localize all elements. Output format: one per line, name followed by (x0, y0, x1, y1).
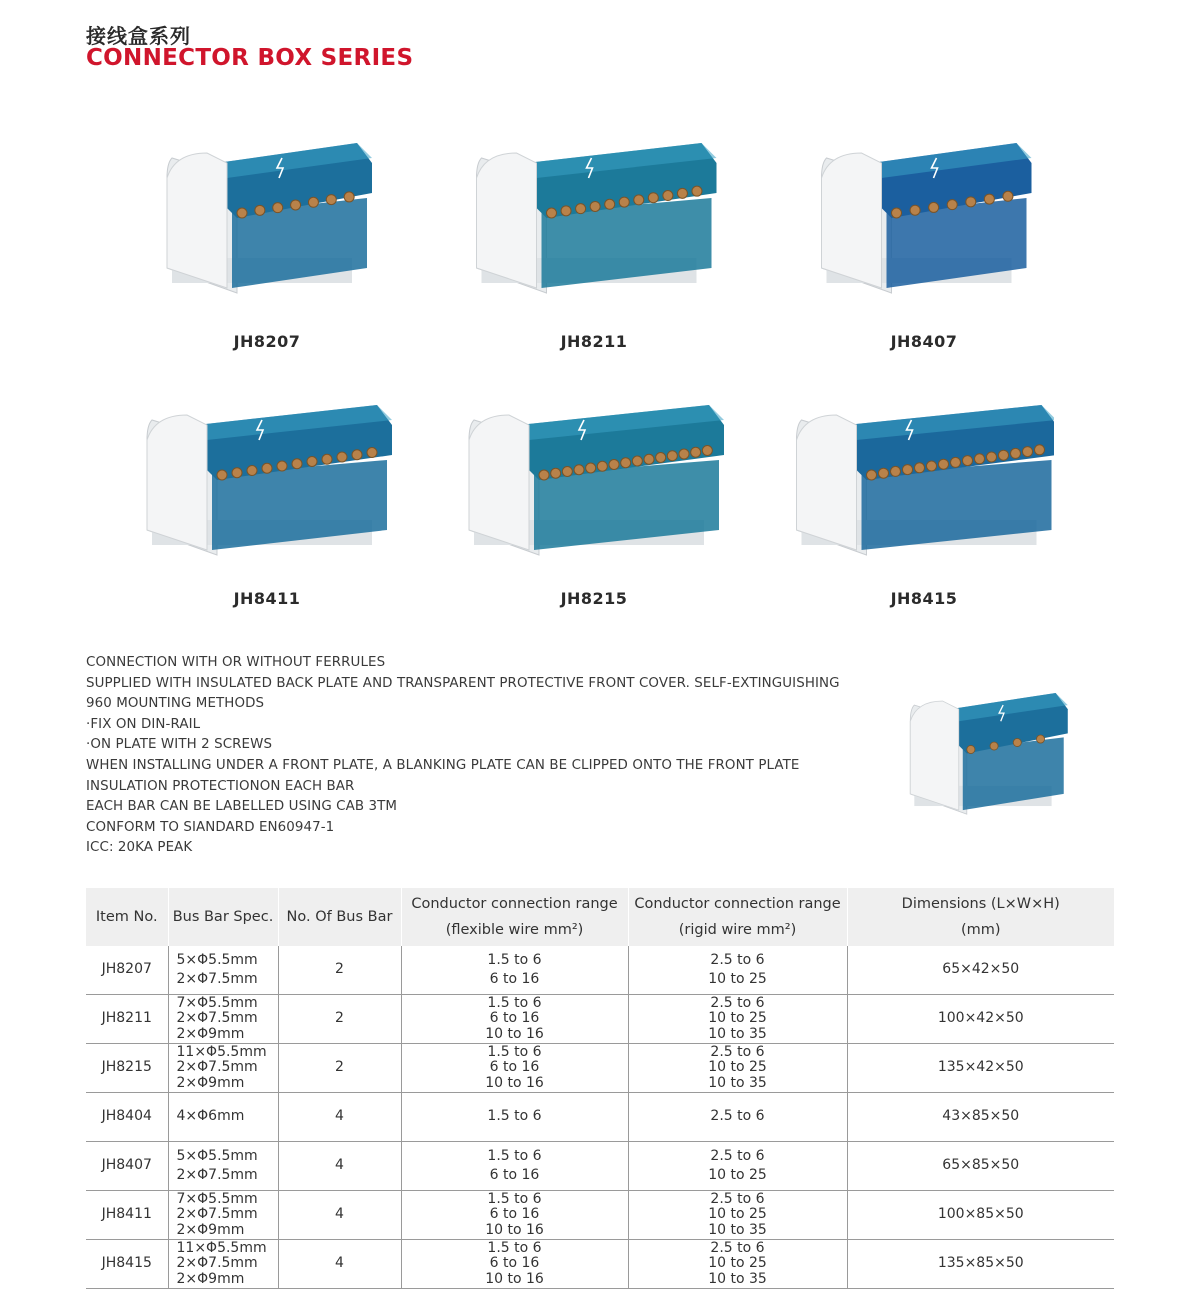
cell-bus-bar-spec (168, 1142, 278, 1191)
cell-item-no: JH8215 (86, 1044, 168, 1093)
product-card (464, 118, 724, 318)
cell-bus-bar-count: 2 (278, 995, 401, 1044)
cell-line: 2.5 to 6 (710, 994, 765, 1011)
cell-line: 1.5 to 6 (487, 1043, 542, 1060)
cell-line: 10 to 25 (708, 971, 767, 987)
product-card (137, 380, 397, 580)
cell-line: 2.5 to 6 (710, 1108, 765, 1125)
cell-flexible-range (401, 1240, 628, 1289)
cell-bus-bar-spec (168, 995, 278, 1044)
cell-line: 1.5 to 6 (487, 994, 542, 1011)
connector-box-image (794, 380, 1054, 570)
feature-line: ·FIX ON DIN-RAIL (86, 716, 201, 732)
cell-line: 11×Φ5.5mm (176, 1239, 267, 1256)
product-model-label: JH8415 (890, 589, 958, 608)
connector-box-image (464, 380, 724, 570)
cell-line: 10 to 35 (708, 1074, 767, 1091)
cell-item-no: JH8404 (86, 1093, 168, 1142)
cell-line: 6 to 16 (489, 1206, 540, 1223)
cell-line: 2×Φ7.5mm (176, 1255, 258, 1272)
cell-line: 2×Φ7.5mm (176, 1059, 258, 1076)
cell-bus-bar-spec (168, 1093, 278, 1142)
feature-line: WHEN INSTALLING UNDER A FRONT PLATE, A BLANKING PLATE CAN BE CLIPPED ONTO THE FRONT PLATE (86, 757, 800, 773)
header-item-no: Item No. (86, 888, 168, 946)
feature-line: ICC: 20KA PEAK (86, 840, 193, 856)
connector-box-image (794, 118, 1054, 308)
cell-bus-bar-spec (168, 946, 278, 995)
cell-line: 7×Φ5.5mm (176, 994, 258, 1011)
cell-dimensions: 100×42×50 (847, 995, 1114, 1044)
cell-line: 2×Φ9mm (176, 1270, 245, 1287)
cell-flexible-range (401, 995, 628, 1044)
table-header-row (86, 888, 1114, 946)
cell-line: 2×Φ7.5mm (176, 1010, 258, 1027)
cell-line: 1.5 to 6 (487, 1108, 542, 1125)
cell-rigid-range (628, 1044, 847, 1093)
cell-line: 1.5 to 6 (487, 952, 542, 968)
product-model-label: JH8407 (890, 332, 958, 351)
table-row (86, 995, 1114, 1044)
product-model-label: JH8211 (560, 332, 628, 351)
feature-line: CONNECTION WITH OR WITHOUT FERRULES (86, 655, 386, 670)
cell-line: 2×Φ9mm (176, 1025, 245, 1042)
cell-line: 6 to 16 (489, 1059, 540, 1076)
cell-line: 2×Φ9mm (176, 1074, 245, 1091)
cell-line: 2×Φ7.5mm (176, 971, 258, 987)
page-title: CONNECTOR BOX SERIES (86, 45, 414, 71)
cell-line: 10 to 16 (485, 1025, 544, 1042)
product-card (794, 118, 1054, 318)
cell-item-no: JH8415 (86, 1240, 168, 1289)
connector-box-image (137, 380, 397, 570)
feature-list (86, 653, 876, 859)
cell-rigid-range (628, 1142, 847, 1191)
cell-line: 1.5 to 6 (487, 1148, 542, 1164)
product-card (137, 118, 397, 318)
table-row (86, 1044, 1114, 1093)
header-bus-bar-spec: Bus Bar Spec. (168, 888, 278, 946)
cell-line: 2.5 to 6 (710, 1043, 765, 1060)
table-row (86, 1093, 1114, 1142)
cell-item-no: JH8411 (86, 1191, 168, 1240)
product-card (794, 380, 1054, 580)
connector-box-image (464, 118, 724, 308)
page-title-chinese: 接线盒系列 (86, 24, 191, 48)
feature-line: INSULATION PROTECTIONON EACH BAR (86, 778, 355, 794)
cell-dimensions: 100×85×50 (847, 1191, 1114, 1240)
cell-rigid-range (628, 946, 847, 995)
table-row (86, 946, 1114, 995)
cell-flexible-range (401, 1093, 628, 1142)
cell-dimensions: 65×85×50 (847, 1142, 1114, 1191)
product-model-label: JH8207 (233, 332, 301, 351)
cell-line: 11×Φ5.5mm (176, 1043, 267, 1060)
cell-item-no: JH8407 (86, 1142, 168, 1191)
cell-line: 10 to 25 (708, 1010, 767, 1027)
table-row (86, 1191, 1114, 1240)
cell-bus-bar-count: 4 (278, 1240, 401, 1289)
cell-item-no: JH8207 (86, 946, 168, 995)
cell-rigid-range (628, 995, 847, 1044)
cell-dimensions: 135×42×50 (847, 1044, 1114, 1093)
product-model-label: JH8215 (560, 589, 628, 608)
cell-line: 10 to 25 (708, 1206, 767, 1223)
header-bus-bar-count: No. Of Bus Bar (278, 888, 401, 946)
cell-rigid-range (628, 1191, 847, 1240)
cell-bus-bar-spec (168, 1240, 278, 1289)
cell-line: 2×Φ7.5mm (176, 1206, 258, 1223)
cell-line: 2.5 to 6 (710, 1239, 765, 1256)
connector-box-illustration (882, 662, 1092, 837)
feature-line: SUPPLIED WITH INSULATED BACK PLATE AND TRANSPARENT PROTECTIVE FRONT COVER. SELF-EXTINGUISHING (86, 675, 840, 691)
cell-line: 5×Φ5.5mm (176, 952, 258, 968)
cell-item-no: JH8211 (86, 995, 168, 1044)
cell-line: 2.5 to 6 (710, 952, 765, 968)
cell-line: 10 to 16 (485, 1074, 544, 1091)
cell-rigid-range (628, 1093, 847, 1142)
cell-line: 10 to 35 (708, 1025, 767, 1042)
cell-line: 10 to 25 (708, 1255, 767, 1272)
cell-rigid-range (628, 1240, 847, 1289)
feature-line: ·ON PLATE WITH 2 SCREWS (86, 737, 273, 753)
cell-flexible-range (401, 1142, 628, 1191)
table-row (86, 1142, 1114, 1191)
cell-bus-bar-count: 2 (278, 1044, 401, 1093)
connector-box-photo (882, 662, 1092, 837)
product-card (464, 380, 724, 580)
cell-line: 2×Φ7.5mm (176, 1167, 258, 1183)
header-flexible-range: Conductor connection range (flexible wire mm²) (401, 888, 628, 946)
cell-line: 10 to 35 (708, 1221, 767, 1238)
cell-line: 1.5 to 6 (487, 1190, 542, 1207)
cell-line: 1.5 to 6 (487, 1239, 542, 1256)
cell-line: 5×Φ5.5mm (176, 1148, 258, 1164)
cell-line: 2.5 to 6 (710, 1190, 765, 1207)
spec-table (86, 888, 1114, 1289)
cell-line: 2.5 to 6 (710, 1148, 765, 1164)
header-rigid-range: Conductor connection range (rigid wire mm²) (628, 888, 847, 946)
feature-line: CONFORM TO SIANDARD EN60947-1 (86, 819, 335, 835)
cell-line: 2×Φ9mm (176, 1221, 245, 1238)
connector-box-image (137, 118, 397, 308)
cell-dimensions: 135×85×50 (847, 1240, 1114, 1289)
cell-line: 6 to 16 (489, 971, 540, 987)
cell-bus-bar-count: 2 (278, 946, 401, 995)
cell-flexible-range (401, 1191, 628, 1240)
cell-line: 4×Φ6mm (176, 1108, 245, 1125)
cell-bus-bar-count: 4 (278, 1191, 401, 1240)
cell-line: 10 to 25 (708, 1167, 767, 1183)
cell-flexible-range (401, 1044, 628, 1093)
cell-line: 6 to 16 (489, 1167, 540, 1183)
feature-line: 960 MOUNTING METHODS (86, 696, 265, 712)
cell-line: 6 to 16 (489, 1255, 540, 1272)
cell-line: 7×Φ5.5mm (176, 1190, 258, 1207)
cell-line: 10 to 16 (485, 1270, 544, 1287)
cell-line: 10 to 16 (485, 1221, 544, 1238)
cell-flexible-range (401, 946, 628, 995)
product-model-label: JH8411 (233, 589, 301, 608)
cell-bus-bar-spec (168, 1191, 278, 1240)
cell-bus-bar-count: 4 (278, 1142, 401, 1191)
cell-dimensions: 43×85×50 (847, 1093, 1114, 1142)
table-row (86, 1240, 1114, 1289)
cell-line: 10 to 25 (708, 1059, 767, 1076)
cell-line: 10 to 35 (708, 1270, 767, 1287)
cell-bus-bar-spec (168, 1044, 278, 1093)
header-dimensions: Dimensions (L×W×H) (mm) (847, 888, 1114, 946)
cell-bus-bar-count: 4 (278, 1093, 401, 1142)
cell-dimensions: 65×42×50 (847, 946, 1114, 995)
cell-line: 6 to 16 (489, 1010, 540, 1027)
feature-line: EACH BAR CAN BE LABELLED USING CAB 3TM (86, 799, 398, 815)
